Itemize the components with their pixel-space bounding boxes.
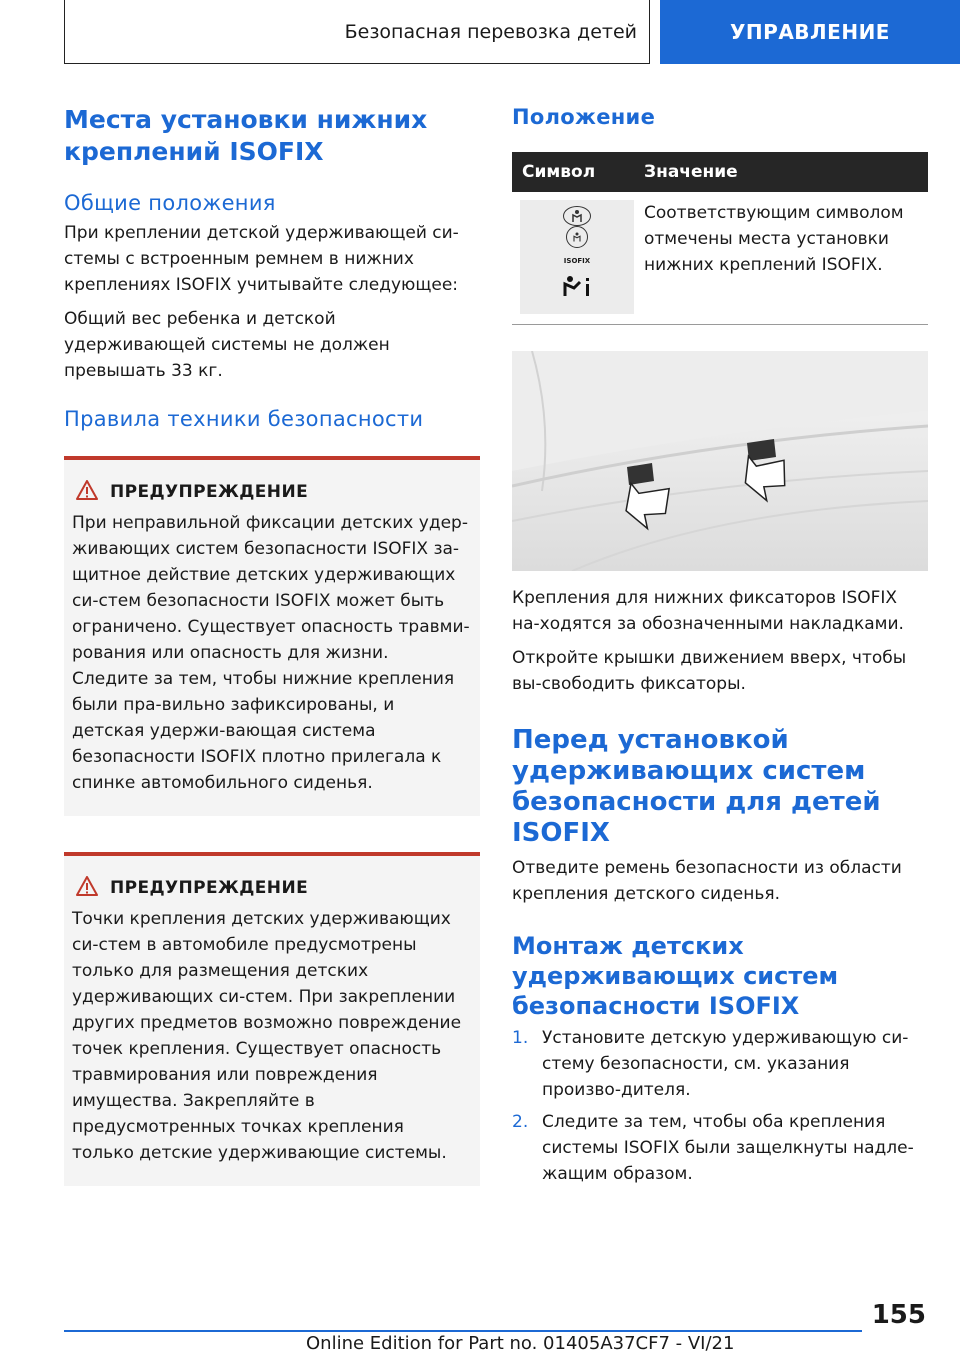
warning-label: ПРЕДУПРЕЖДЕНИЕ xyxy=(110,878,309,898)
general-heading: Общие положения xyxy=(64,191,276,215)
position-heading: Положение xyxy=(512,105,656,129)
chapter-tab[interactable] xyxy=(660,0,960,64)
isofix-symbol xyxy=(520,200,634,314)
chapter-title: УПРАВЛЕНИЕ xyxy=(730,20,890,44)
col-symbol-header: Символ xyxy=(512,152,634,192)
page-title: Места установки нижних креплений ISOFIX xyxy=(64,105,428,166)
isofix-anchor-photo xyxy=(512,351,928,571)
step-text: Установите детскую удерживающую си-стему безопасности, см. указания произво-дителя. xyxy=(542,1028,909,1100)
left-column xyxy=(64,104,480,1186)
photo-caption-1: Крепления для нижних фиксаторов ISOFIX на-ходятся за обозначенными накладками. xyxy=(512,588,904,634)
safety-heading: Правила техники безопасности xyxy=(64,407,424,431)
general-paragraph-1: При креплении детской удерживающей си-стемы с встроенным ремнем в нижних креплениях ISOFIX учитывайте следующее: xyxy=(64,223,459,295)
section-header xyxy=(64,0,650,64)
warning-header xyxy=(72,876,470,900)
meaning-cell: Соответствующим символом отмечены места установки нижних креплений ISOFIX. xyxy=(644,203,904,275)
table-row xyxy=(512,192,928,314)
warning-text: При неправильной фиксации детских удер-живающих систем безопасности ISOFIX за-щитное действие детских удерживающих си-стем безопасности ISOFIX может быть ограничено. Существует опасность травми-рования или опасность для жизни. Следите за тем, чтобы нижние крепления были пра-вильно зафиксированы, и детская удержи-вающая система безопасности ISOFIX плотно прилегала к спинке автомобильного сиденья. xyxy=(72,513,470,793)
photo-caption-2: Откройте крышки движением вверх, чтобы вы-свободить фиксаторы. xyxy=(512,648,907,694)
warning-triangle-icon xyxy=(76,876,98,900)
step-number: 2. xyxy=(512,1112,529,1132)
seat-illustration xyxy=(512,351,928,571)
isofix-icon-label: ISOFIX xyxy=(563,257,591,265)
footer-edition: Online Edition for Part no. 01405A37CF7 - VI/21 xyxy=(306,1333,735,1354)
warning-box-2 xyxy=(64,852,480,1186)
col-meaning-header: Значение xyxy=(634,152,928,192)
step-number: 1. xyxy=(512,1028,529,1048)
child-seat-icon xyxy=(566,226,588,248)
mount-heading: Монтаж детских удерживающих систем безопасности ISOFIX xyxy=(512,932,839,1020)
section-title: Безопасная перевозка детей xyxy=(344,20,637,43)
step-text: Следите за тем, чтобы оба крепления системы ISOFIX были защелкнуты надле-жащим образом. xyxy=(542,1112,914,1184)
warning-triangle-icon xyxy=(76,480,98,504)
divider xyxy=(512,324,928,325)
page-number: 155 xyxy=(871,1300,926,1330)
symbol-table xyxy=(512,152,928,314)
list-item xyxy=(512,1109,928,1187)
child-seat-info-icon xyxy=(562,274,592,308)
warning-header xyxy=(72,480,470,504)
general-paragraph-2: Общий вес ребенка и детской удерживающей системы не должен превышать 33 кг. xyxy=(64,309,390,381)
warning-label: ПРЕДУПРЕЖДЕНИЕ xyxy=(110,482,309,502)
footer-divider xyxy=(64,1330,862,1332)
right-column xyxy=(512,104,928,1193)
mount-steps xyxy=(512,1025,928,1187)
warning-text: Точки крепления детских удерживающих си-стем в автомобиле предусмотрены только для размещения детских удерживающих си-стем. При закреплении других предметов возможно повреждение точек крепления. Существует опасность травмирования или повреждения имущества. Закрепляйте в предусмотренных точках крепления только детские удерживающие системы. xyxy=(72,909,462,1163)
list-item xyxy=(512,1025,928,1103)
before-paragraph: Отведите ремень безопасности из области крепления детского сиденья. xyxy=(512,858,902,904)
before-heading: Перед установкой удерживающих систем безопасности для детей ISOFIX xyxy=(512,725,881,848)
child-seat-icon xyxy=(563,206,591,226)
warning-box-1 xyxy=(64,456,480,816)
symbol-cell xyxy=(512,192,634,314)
